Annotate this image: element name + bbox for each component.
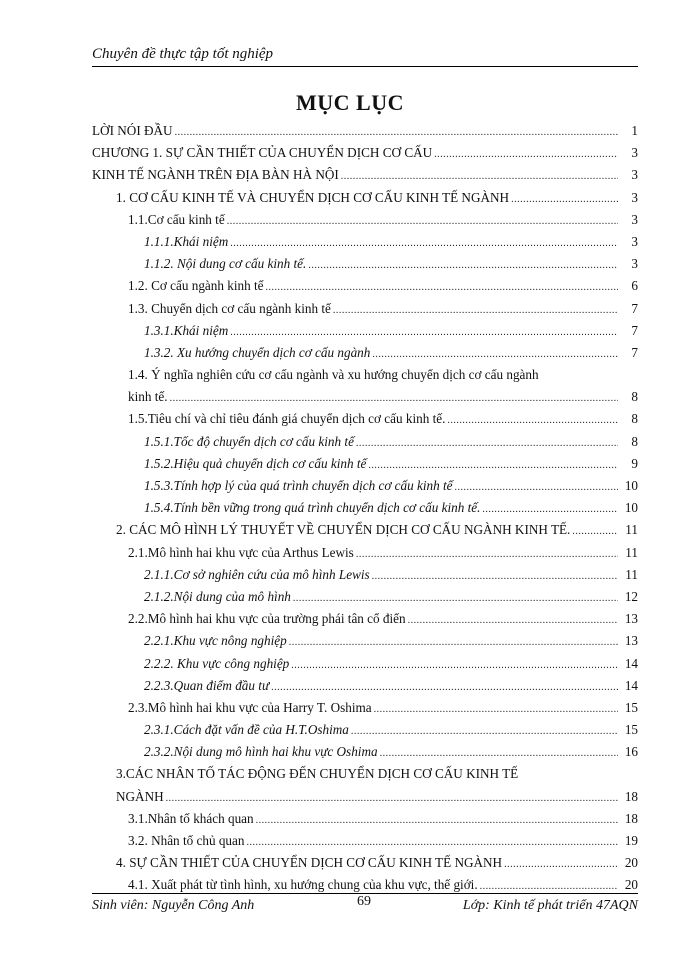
toc-entry[interactable] — [92, 386, 638, 408]
toc-entry[interactable] — [92, 497, 638, 519]
toc-entry-label: kinh tế. — [128, 389, 168, 405]
toc-page-number: 20 — [624, 855, 638, 871]
footer-page-number: 69 — [357, 894, 371, 909]
toc-page-number: 6 — [631, 278, 638, 294]
toc-entry[interactable] — [92, 564, 638, 586]
toc-page-number: 13 — [624, 611, 638, 627]
toc-page-number: 14 — [624, 655, 638, 671]
toc-leader — [333, 298, 618, 322]
toc-leader — [455, 475, 618, 499]
toc-page-number: 3 — [631, 233, 638, 249]
toc-entry-label: 2.2.Mô hình hai khu vực của trường phái tân cổ điển — [128, 611, 406, 627]
toc-page-number: 7 — [631, 322, 638, 338]
toc-entry[interactable] — [92, 408, 638, 430]
toc-entry-label: 1.5.2.Hiệu quả chuyển dịch cơ cấu kinh tế — [144, 455, 367, 471]
toc-leader — [271, 675, 618, 699]
toc-entry[interactable] — [92, 808, 638, 830]
toc-leader — [380, 741, 618, 765]
toc-entry[interactable] — [92, 231, 638, 253]
toc-entry[interactable] — [92, 608, 638, 630]
toc-page-number: 7 — [631, 344, 638, 360]
toc-entry-label: 3.1.Nhân tố khách quan — [128, 810, 254, 826]
toc-entry[interactable] — [92, 719, 638, 741]
toc-entry[interactable] — [92, 209, 638, 231]
toc-entry[interactable] — [92, 630, 638, 652]
toc-entry[interactable] — [92, 519, 638, 541]
toc-entry[interactable] — [92, 142, 638, 164]
toc-leader — [356, 431, 618, 455]
toc-page-number: 16 — [624, 744, 638, 760]
toc-leader — [368, 453, 618, 477]
toc-entry[interactable] — [92, 320, 638, 342]
toc-leader — [572, 519, 618, 543]
toc-leader — [291, 653, 618, 677]
toc-page-number: 3 — [631, 167, 638, 183]
toc-leader — [372, 564, 618, 588]
toc-entry-label: 2.1.2.Nội dung của mô hình — [144, 588, 291, 604]
toc-leader — [166, 786, 618, 810]
toc-leader — [170, 386, 618, 410]
toc-leader — [308, 253, 618, 277]
toc-entry[interactable] — [92, 431, 638, 453]
table-of-contents — [92, 120, 638, 897]
toc-entry-label: 1. CƠ CẤU KINH TẾ VÀ CHUYỂN DỊCH CƠ CẤU KINH TẾ NGÀNH — [116, 189, 510, 205]
toc-entry-label: 2.2.3.Quan điểm đầu tư — [144, 677, 270, 693]
running-header: Chuyên đề thực tập tốt nghiệp — [92, 46, 274, 62]
toc-entry-label: 2.2.2. Khu vực công nghiệp — [144, 655, 290, 671]
toc-leader — [256, 808, 618, 832]
toc-entry-label: 1.2. Cơ cấu ngành kinh tế — [128, 278, 264, 294]
toc-leader — [175, 120, 618, 144]
toc-page-number: 7 — [631, 300, 638, 316]
toc-leader — [266, 275, 618, 299]
toc-entry[interactable] — [92, 275, 638, 297]
toc-entry-label: 2.1.1.Cơ sở nghiên cứu của mô hình Lewis — [144, 566, 370, 582]
toc-leader — [341, 164, 618, 188]
toc-entry-label: KINH TẾ NGÀNH TRÊN ĐỊA BÀN HÀ NỘI — [92, 167, 339, 183]
toc-page-number: 11 — [625, 522, 638, 538]
toc-leader — [227, 209, 618, 233]
toc-page-number: 19 — [624, 833, 638, 849]
toc-leader — [293, 586, 618, 610]
toc-entry[interactable] — [92, 253, 638, 275]
toc-entry-label: 2.1.Mô hình hai khu vực của Arthus Lewis — [128, 544, 354, 560]
toc-entry-label: 2.3.Mô hình hai khu vực của Harry T. Oshima — [128, 699, 372, 715]
toc-entry-label: 1.1.Cơ cấu kinh tế — [128, 211, 225, 227]
footer-student: Sinh viên: Nguyễn Công Anh — [92, 898, 255, 913]
toc-entry[interactable] — [92, 453, 638, 475]
toc-entry-label: 1.5.1.Tốc độ chuyển dịch cơ cấu kinh tế — [144, 433, 354, 449]
toc-entry[interactable] — [92, 675, 638, 697]
toc-page-number: 10 — [624, 478, 638, 494]
toc-entry[interactable] — [92, 786, 638, 808]
toc-page-number: 8 — [631, 411, 638, 427]
toc-entry-label: 1.5.Tiêu chí và chỉ tiêu đánh giá chuyển dịch cơ cấu kinh tế. — [128, 411, 446, 427]
toc-leader — [356, 542, 618, 566]
toc-entry-label: CHƯƠNG 1. SỰ CẦN THIẾT CỦA CHUYỂN DỊCH CƠ CẤU — [92, 145, 433, 161]
toc-page-number: 3 — [631, 189, 638, 205]
toc-entry[interactable] — [92, 741, 638, 763]
toc-page-number: 10 — [624, 500, 638, 516]
toc-entry[interactable] — [92, 852, 638, 874]
toc-page-number: 8 — [631, 433, 638, 449]
toc-entry-label: 4. SỰ CẦN THIẾT CỦA CHUYỂN DỊCH CƠ CẤU KINH TẾ NGÀNH — [116, 855, 503, 871]
toc-entry-label: 2.3.2.Nội dung mô hình hai khu vực Oshima — [144, 744, 378, 760]
toc-page-number: 18 — [624, 788, 638, 804]
toc-entry[interactable] — [92, 164, 638, 186]
toc-leader — [434, 142, 618, 166]
toc-entry-label: 1.3.1.Khái niệm — [144, 322, 229, 338]
toc-entry[interactable] — [92, 830, 638, 852]
toc-entry-line: 3.CÁC NHÂN TỐ TÁC ĐỘNG ĐẾN CHUYỂN DỊCH CƠ CẤU KINH TẾ — [116, 766, 519, 782]
toc-page-number: 9 — [631, 455, 638, 471]
toc-entry[interactable] — [92, 342, 638, 364]
toc-entry-label: 1.5.3.Tính hợp lý của quá trình chuyển dịch cơ cấu kinh tế — [144, 478, 453, 494]
toc-entry-label: 3.2. Nhân tố chủ quan — [128, 833, 245, 849]
toc-entry-label: LỜI NÓI ĐẦU — [92, 123, 173, 138]
toc-leader — [230, 231, 618, 255]
toc-leader — [351, 719, 618, 743]
toc-leader — [230, 320, 618, 344]
toc-page-number: 15 — [624, 722, 638, 738]
toc-entry-line: 1.4. Ý nghĩa nghiên cứu cơ cấu ngành và xu hướng chuyển dịch cơ cấu ngành — [128, 367, 539, 383]
toc-leader — [408, 608, 618, 632]
toc-page-number: 3 — [631, 211, 638, 227]
toc-page-number: 18 — [624, 810, 638, 826]
toc-leader — [504, 852, 618, 876]
toc-entry-label: 1.3.2. Xu hướng chuyển dịch cơ cấu ngành — [144, 344, 371, 360]
toc-page-number: 3 — [631, 145, 638, 161]
toc-page-number: 11 — [625, 566, 638, 582]
toc-entry-label: 2.3.1.Cách đặt vấn đề của H.T.Oshima — [144, 722, 349, 738]
toc-leader — [372, 342, 618, 366]
toc-entry-label: 4.1. Xuất phát từ tình hình, xu hướng chung của khu vực, thế giới. — [128, 877, 478, 893]
toc-entry-label: 1.3. Chuyển dịch cơ cấu ngành kinh tế — [128, 300, 331, 316]
toc-page-number: 13 — [624, 633, 638, 649]
toc-entry-label: 2.2.1.Khu vực nông nghiệp — [144, 633, 287, 649]
toc-page-number: 15 — [624, 699, 638, 715]
page-title: MỤC LỤC — [296, 90, 404, 115]
toc-entry-label: 1.1.1.Khái niệm — [144, 233, 229, 249]
toc-entry[interactable] — [92, 653, 638, 675]
toc-leader — [511, 187, 618, 211]
header-rule — [92, 66, 638, 67]
toc-leader — [246, 830, 618, 854]
toc-entry[interactable] — [92, 120, 638, 142]
toc-entry[interactable] — [92, 187, 638, 209]
toc-entry-label: 1.1.2. Nội dung cơ cấu kinh tế. — [144, 256, 307, 272]
toc-leader — [289, 630, 618, 654]
toc-leader — [482, 497, 618, 521]
toc-page-number: 3 — [631, 256, 638, 272]
toc-page-number: 14 — [624, 677, 638, 693]
toc-leader — [447, 408, 618, 432]
toc-page-number: 12 — [624, 588, 638, 604]
toc-leader — [374, 697, 618, 721]
toc-entry-label: NGÀNH — [116, 788, 164, 804]
toc-entry-label: 1.5.4.Tính bền vững trong quá trình chuyển dịch cơ cấu kinh tế. — [144, 500, 481, 516]
toc-entry[interactable] — [92, 697, 638, 719]
toc-entry-label: 2. CÁC MÔ HÌNH LÝ THUYẾT VỀ CHUYỂN DỊCH CƠ CẤU NGÀNH KINH TẾ. — [116, 522, 571, 538]
footer-class: Lớp: Kinh tế phát triển 47AQN — [462, 898, 638, 913]
toc-entry[interactable] — [92, 298, 638, 320]
toc-entry[interactable] — [92, 475, 638, 497]
toc-page-number: 11 — [625, 544, 638, 560]
toc-page-number: 8 — [631, 389, 638, 405]
toc-leader — [480, 874, 618, 898]
toc-entry[interactable] — [92, 542, 638, 564]
toc-entry[interactable] — [92, 586, 638, 608]
toc-page-number: 20 — [624, 877, 638, 893]
toc-page-number: 1 — [631, 123, 638, 138]
